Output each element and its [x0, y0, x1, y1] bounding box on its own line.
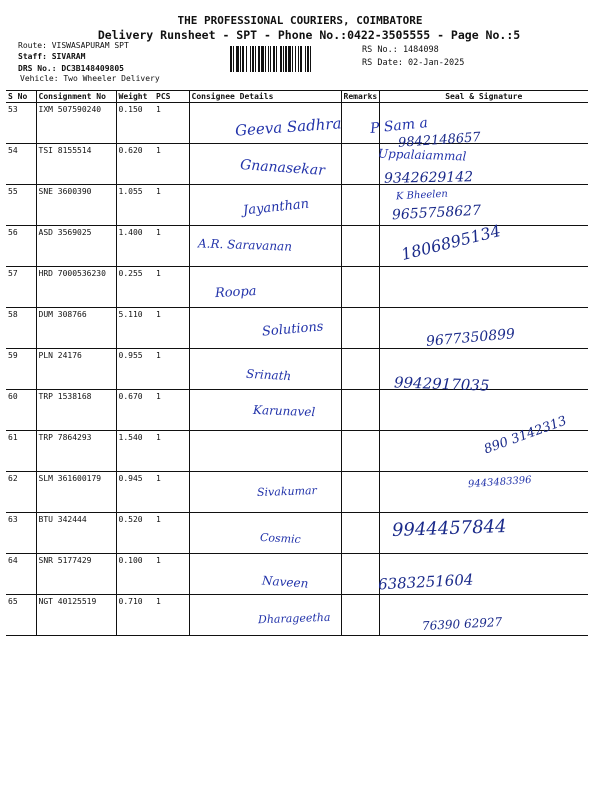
- col-header-pcs: PCS: [154, 91, 189, 103]
- row-remarks: [341, 595, 379, 636]
- row-consignment-no: ASD 3569025: [36, 226, 116, 267]
- row-sno: 63: [6, 513, 36, 554]
- row-pcs: 1: [154, 349, 189, 390]
- row-sno: 57: [6, 267, 36, 308]
- handwritten-signature: 9443483396: [467, 474, 532, 491]
- rs-date: RS Date: 02-Jan-2025: [362, 58, 465, 68]
- row-pcs: 1: [154, 226, 189, 267]
- handwritten-consignee-name: Jayanthan: [242, 196, 310, 219]
- row-consignment-no: DUM 308766: [36, 308, 116, 349]
- row-pcs: 1: [154, 513, 189, 554]
- row-sno: 62: [6, 472, 36, 513]
- row-consignment-no: HRD 7000536230: [36, 267, 116, 308]
- row-consignment-no: TRP 1538168: [36, 390, 116, 431]
- drs-label: DRS No.: DC3B148409805: [18, 64, 124, 73]
- row-remarks: [341, 472, 379, 513]
- row-consignment-no: PLN 24176: [36, 349, 116, 390]
- row-weight: 0.520: [116, 513, 154, 554]
- row-sno: 56: [6, 226, 36, 267]
- row-consignee: [189, 267, 341, 308]
- handwritten-signature: 9342629142: [383, 169, 474, 187]
- row-pcs: 1: [154, 103, 189, 144]
- handwritten-signature: Uppalaiammal: [377, 146, 467, 164]
- row-consignment-no: TSI 8155514: [36, 144, 116, 185]
- row-consignment-no: IXM 507590240: [36, 103, 116, 144]
- col-header-weight: Weight: [116, 91, 154, 103]
- handwritten-signature: 9677350899: [425, 326, 516, 350]
- row-weight: 1.540: [116, 431, 154, 472]
- handwritten-consignee-name: Sivakumar: [256, 483, 318, 500]
- col-header-consignee: Consignee Details: [189, 91, 341, 103]
- row-pcs: 1: [154, 554, 189, 595]
- row-remarks: [341, 554, 379, 595]
- handwritten-consignee-name: Solutions: [261, 319, 325, 340]
- row-weight: 0.955: [116, 349, 154, 390]
- row-weight: 0.670: [116, 390, 154, 431]
- rs-number: RS No.: 1484098: [362, 45, 439, 55]
- col-header-signature: Seal & Signature: [379, 91, 588, 103]
- row-sno: 53: [6, 103, 36, 144]
- row-sno: 61: [6, 431, 36, 472]
- handwritten-signature: 9842148657: [397, 130, 482, 151]
- handwritten-consignee-name: A.R. Saravanan: [197, 236, 293, 254]
- row-weight: 1.055: [116, 185, 154, 226]
- row-sno: 58: [6, 308, 36, 349]
- company-title: THE PROFESSIONAL COURIERS, COIMBATORE: [177, 14, 423, 27]
- row-pcs: 1: [154, 185, 189, 226]
- handwritten-signature: 9944457844: [391, 516, 507, 541]
- row-weight: 0.620: [116, 144, 154, 185]
- row-remarks: [341, 267, 379, 308]
- row-sno: 55: [6, 185, 36, 226]
- col-header-consignment: Consignment No: [36, 91, 116, 103]
- row-remarks: [341, 349, 379, 390]
- handwritten-signature: P Sam a: [369, 115, 429, 137]
- handwritten-consignee-name: Geeva Sadhra: [234, 114, 343, 140]
- row-signature: [379, 267, 588, 308]
- row-consignment-no: BTU 342444: [36, 513, 116, 554]
- handwritten-consignee-name: Cosmic: [259, 530, 302, 547]
- row-sno: 65: [6, 595, 36, 636]
- row-sno: 60: [6, 390, 36, 431]
- row-remarks: [341, 185, 379, 226]
- row-sno: 54: [6, 144, 36, 185]
- row-weight: 0.710: [116, 595, 154, 636]
- row-weight: 0.150: [116, 103, 154, 144]
- table-header-row: [6, 91, 588, 103]
- row-consignment-no: SLM 361600179: [36, 472, 116, 513]
- row-consignment-no: NGT 40125519: [36, 595, 116, 636]
- runsheet-subtitle: Delivery Runsheet - SPT - Phone No.:0422-3505555 - Page No.:5: [97, 28, 521, 42]
- handwritten-signature: 1806895134: [399, 220, 503, 265]
- handwritten-consignee-name: Gnanasekar: [239, 157, 326, 179]
- row-remarks: [341, 431, 379, 472]
- handwritten-consignee-name: Karunavel: [252, 402, 316, 420]
- row-weight: 1.400: [116, 226, 154, 267]
- col-header-remarks: Remarks: [341, 91, 379, 103]
- handwritten-consignee-name: Dharageetha: [257, 610, 331, 627]
- row-remarks: [341, 513, 379, 554]
- handwritten-signature: 890 3142313: [482, 413, 569, 458]
- row-remarks: [341, 390, 379, 431]
- row-consignee: [189, 431, 341, 472]
- row-weight: 0.255: [116, 267, 154, 308]
- handwritten-consignee-name: Naveen: [261, 573, 309, 591]
- row-remarks: [341, 226, 379, 267]
- row-pcs: 1: [154, 431, 189, 472]
- row-pcs: 1: [154, 308, 189, 349]
- row-remarks: [341, 144, 379, 185]
- handwritten-signature: 9655758627: [391, 202, 482, 224]
- row-weight: 5.110: [116, 308, 154, 349]
- staff-label: Staff: SIVARAM: [18, 52, 86, 61]
- row-pcs: 1: [154, 595, 189, 636]
- handwritten-signature: 9942917035: [393, 373, 490, 395]
- row-weight: 0.100: [116, 554, 154, 595]
- handwritten-signature: K Bheelen: [395, 188, 449, 203]
- handwritten-signature: 6383251604: [377, 570, 474, 594]
- row-consignment-no: SNE 3600390: [36, 185, 116, 226]
- col-header-sno: S No: [6, 91, 36, 103]
- handwritten-signature: 76390 62927: [421, 614, 503, 634]
- row-consignment-no: SNR 5177429: [36, 554, 116, 595]
- vehicle-label: Vehicle: Two Wheeler Delivery: [20, 74, 160, 83]
- handwritten-consignee-name: Roopa: [214, 283, 257, 302]
- row-signature: [379, 431, 588, 472]
- row-sno: 64: [6, 554, 36, 595]
- row-pcs: 1: [154, 390, 189, 431]
- row-remarks: [341, 308, 379, 349]
- handwritten-consignee-name: Srinath: [245, 366, 292, 384]
- barcode: [230, 46, 348, 72]
- table-row: [6, 267, 588, 308]
- row-weight: 0.945: [116, 472, 154, 513]
- row-consignment-no: TRP 7864293: [36, 431, 116, 472]
- table-row: [6, 349, 588, 390]
- row-pcs: 1: [154, 144, 189, 185]
- row-pcs: 1: [154, 267, 189, 308]
- route-label: Route: VISWASAPURAM SPT: [18, 41, 129, 50]
- row-pcs: 1: [154, 472, 189, 513]
- row-sno: 59: [6, 349, 36, 390]
